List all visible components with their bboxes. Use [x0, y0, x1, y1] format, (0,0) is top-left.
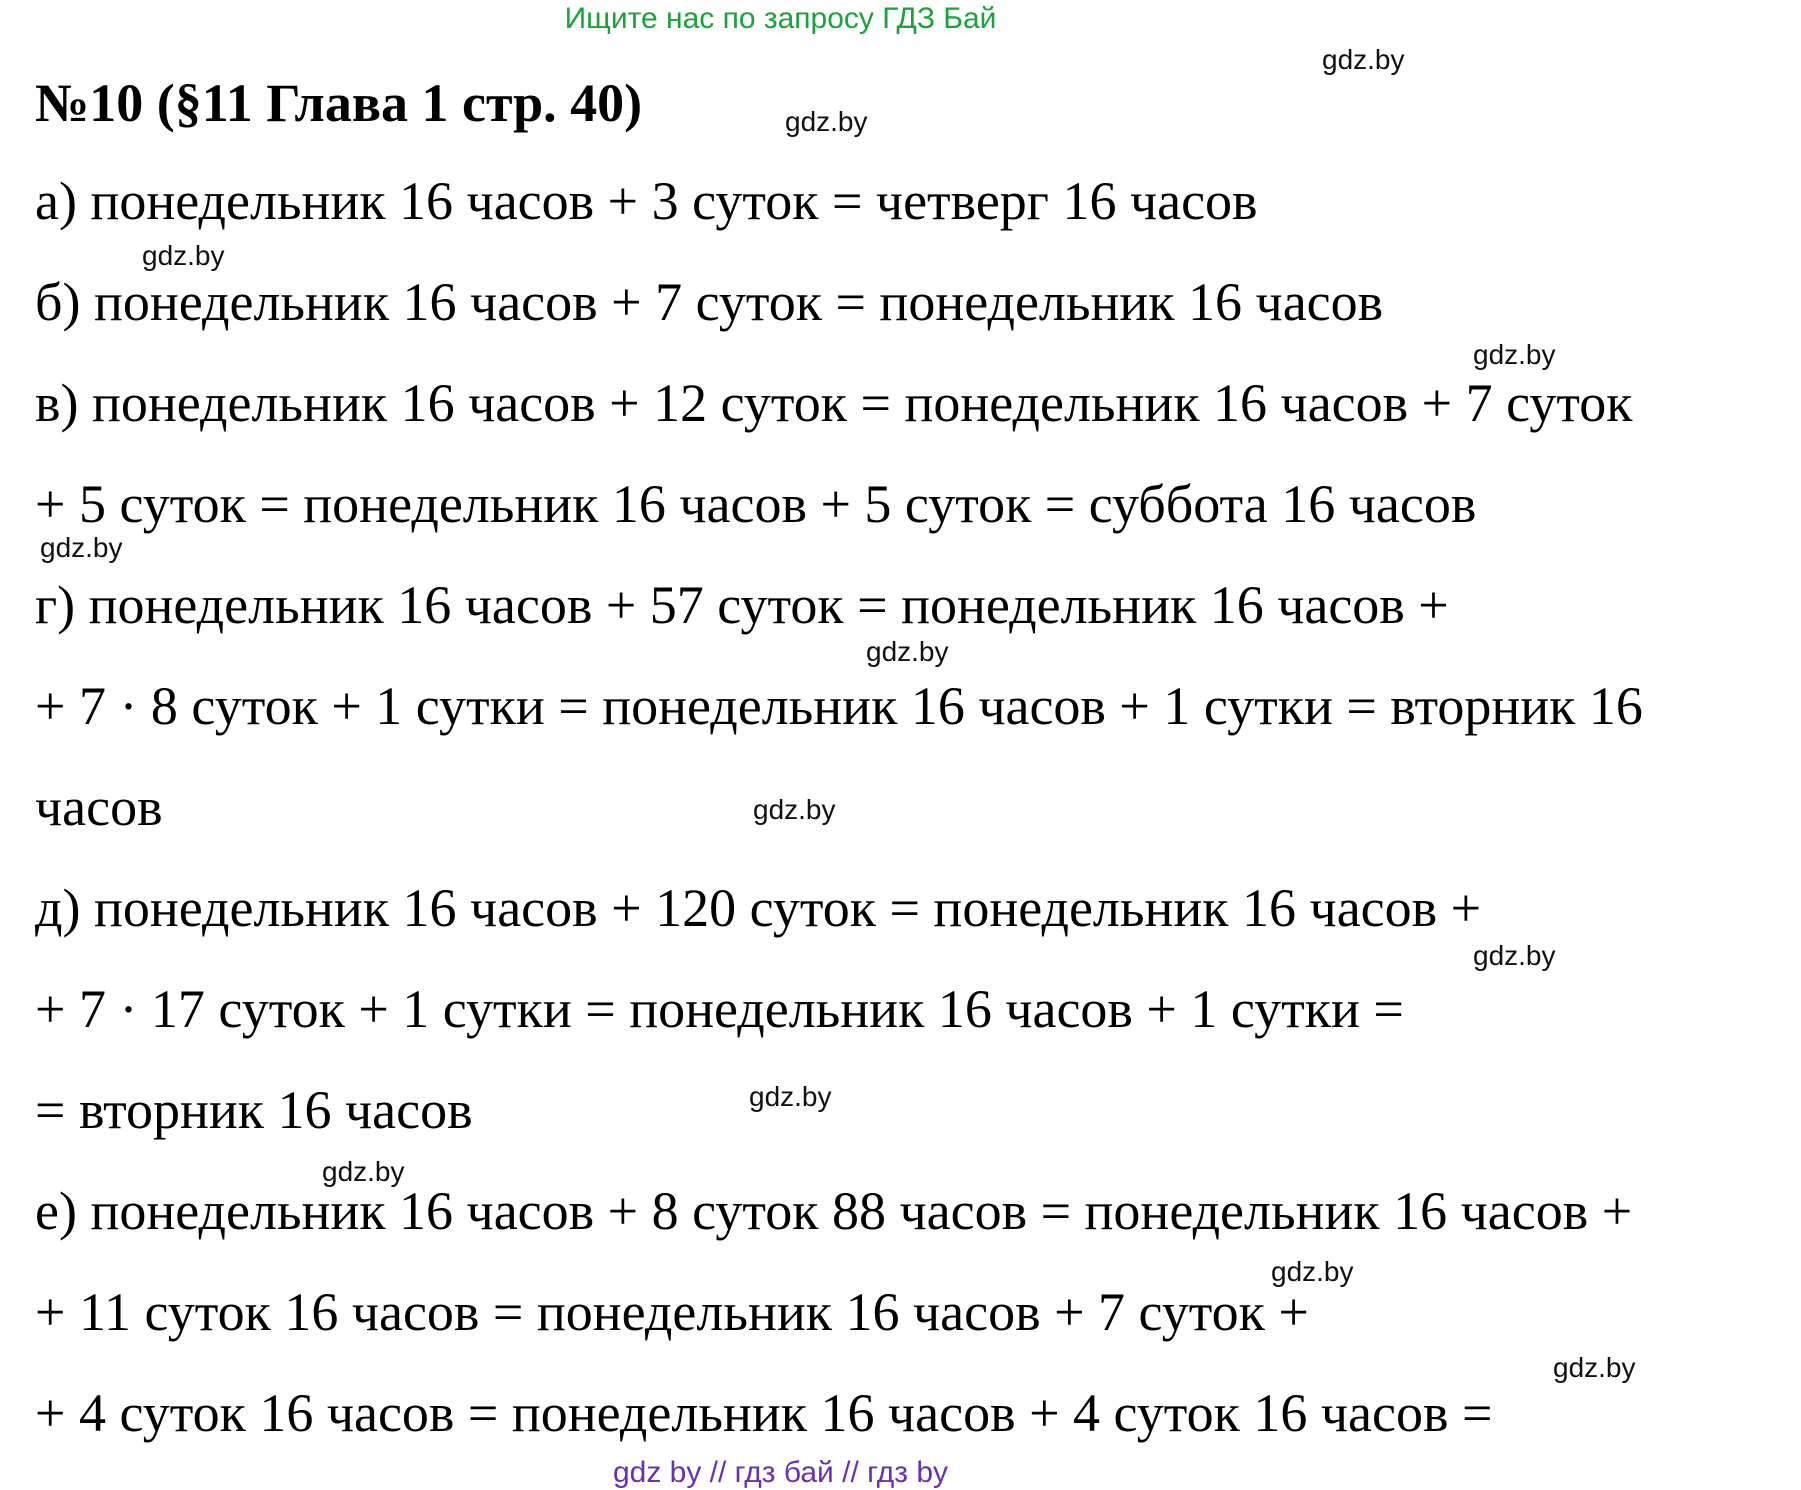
- watermark: gdz.by: [1473, 940, 1556, 971]
- watermark: gdz.by: [1473, 339, 1556, 370]
- solution-line-g2: + 7 · 8 суток + 1 сутки = понедельник 16 часов + 1 сутки = вторник 16: [35, 676, 1643, 736]
- solution-line-e3: + 4 суток 16 часов = понедельник 16 часов + 4 суток 16 часов =: [35, 1383, 1493, 1443]
- solution-line-b: б) понедельник 16 часов + 7 суток = понедельник 16 часов: [35, 272, 1384, 332]
- watermark: gdz.by: [322, 1156, 405, 1187]
- solution-line-e2: + 11 суток 16 часов = понедельник 16 часов + 7 суток +: [35, 1282, 1309, 1342]
- top-banner[interactable]: Ищите нас по запросу ГДЗ Бай: [564, 2, 997, 35]
- watermark: gdz.by: [1322, 44, 1405, 75]
- solution-line-d2: + 7 · 17 суток + 1 сутки = понедельник 16 часов + 1 сутки =: [35, 979, 1404, 1039]
- page-title: №10 (§11 Глава 1 стр. 40): [35, 73, 643, 133]
- watermark: gdz.by: [753, 794, 836, 825]
- solution-line-g1: г) понедельник 16 часов + 57 суток = понедельник 16 часов +: [35, 575, 1449, 635]
- solution-line-e1: е) понедельник 16 часов + 8 суток 88 часов = понедельник 16 часов +: [35, 1181, 1633, 1241]
- watermark: gdz.by: [1553, 1352, 1636, 1383]
- solution-line-a: а) понедельник 16 часов + 3 суток = четверг 16 часов: [35, 171, 1258, 231]
- watermark: gdz.by: [142, 240, 225, 271]
- watermark: gdz.by: [40, 532, 123, 563]
- solution-line-g3: часов: [35, 777, 163, 837]
- watermark: gdz.by: [785, 106, 868, 137]
- solution-line-d3: = вторник 16 часов: [35, 1080, 473, 1140]
- solution-line-d1: д) понедельник 16 часов + 120 суток = понедельник 16 часов +: [35, 878, 1482, 938]
- watermark: gdz.by: [749, 1081, 832, 1112]
- watermark: gdz.by: [1271, 1256, 1354, 1287]
- watermark: gdz.by: [866, 636, 949, 667]
- solution-line-v1: в) понедельник 16 часов + 12 суток = понедельник 16 часов + 7 суток: [35, 373, 1633, 433]
- footer-links[interactable]: gdz by // гдз бай // гдз by: [612, 1456, 949, 1489]
- solution-line-v2: + 5 суток = понедельник 16 часов + 5 суток = суббота 16 часов: [35, 474, 1477, 534]
